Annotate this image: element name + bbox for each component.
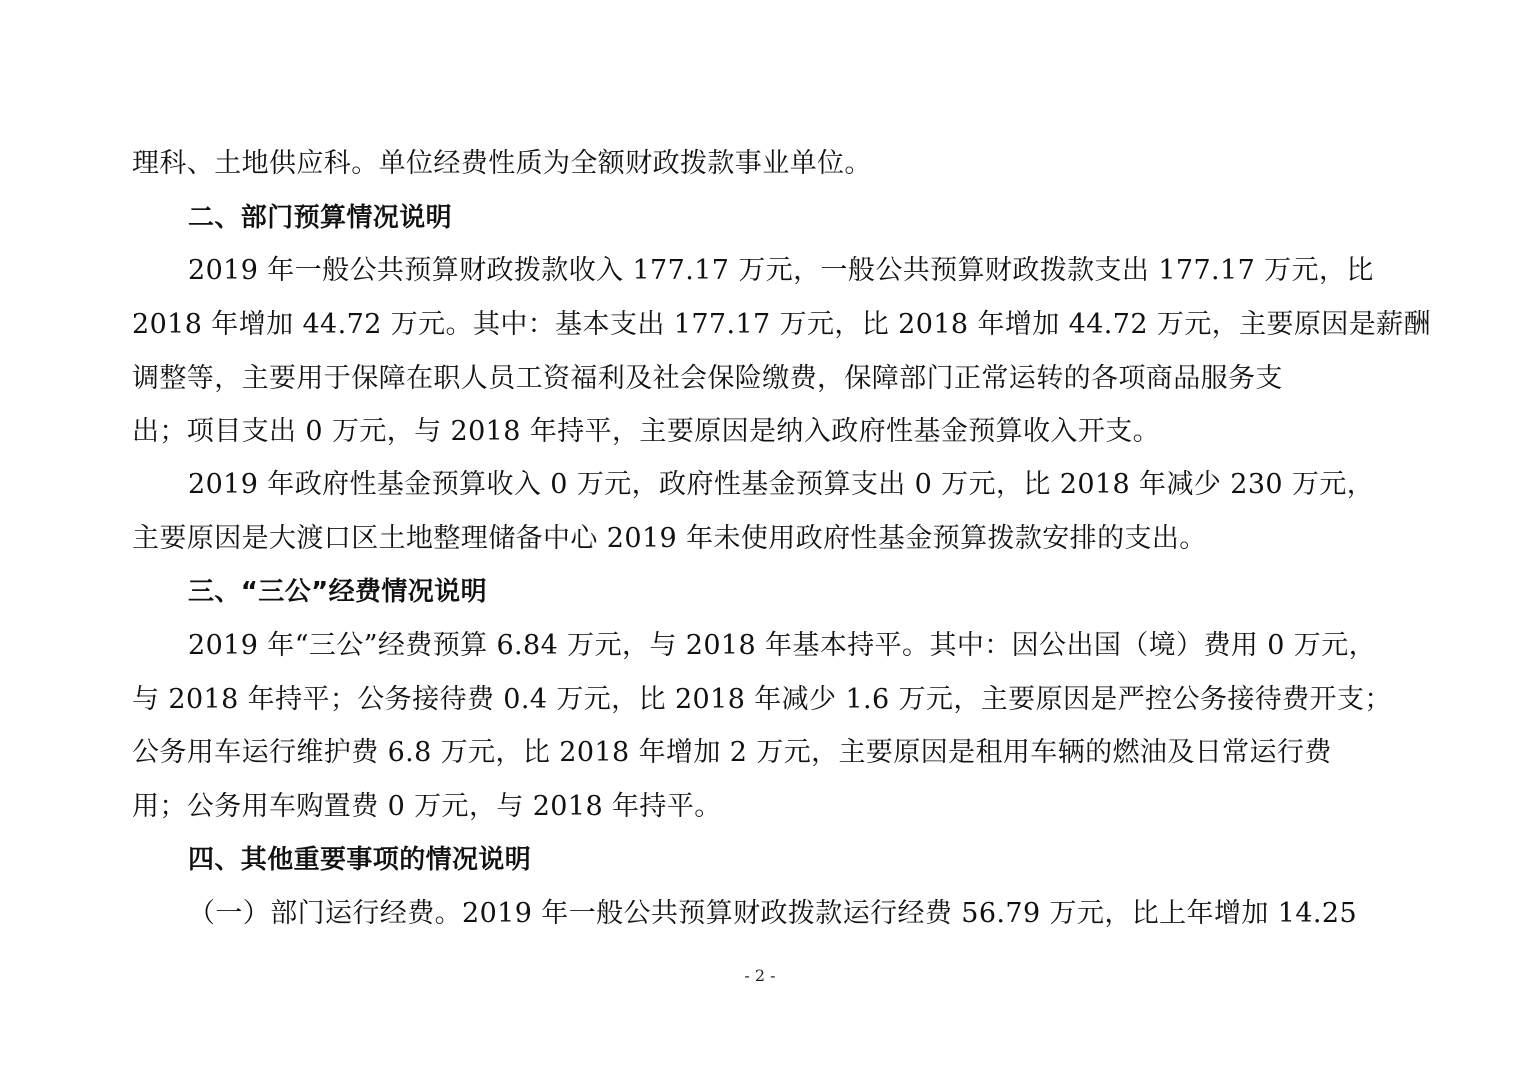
paragraph-line: 公务用车运行维护费 6.8 万元，比 2018 年增加 2 万元，主要原因是租用车辆的燃油及日常运行费 [132, 737, 1332, 768]
paragraph-line: 2019 年一般公共预算财政拨款收入 177.17 万元，一般公共预算财政拨款支出 177.17 万元，比 [188, 255, 1374, 286]
section-heading-3: 三、“三公”经费情况说明 [188, 577, 487, 607]
paragraph-line: （一）部门运行经费。2019 年一般公共预算财政拨款运行经费 56.79 万元，比上年增加 14.25 [188, 898, 1358, 929]
paragraph-line: 与 2018 年持平；公务接待费 0.4 万元，比 2018 年减少 1.6 万元，主要原因是严控公务接待费开支； [132, 684, 1392, 715]
section-heading-2: 二、部门预算情况说明 [188, 203, 453, 233]
paragraph-line: 2019 年政府性基金预算收入 0 万元，政府性基金预算支出 0 万元，比 2018 年减少 230 万元， [188, 469, 1375, 500]
paragraph-line: 调整等，主要用于保障在职人员工资福利及社会保险缴费，保障部门正常运转的各项商品服务支 [132, 363, 1283, 394]
paragraph-line: 用；公务用车购置费 0 万元，与 2018 年持平。 [132, 791, 722, 822]
paragraph-line: 主要原因是大渡口区土地整理储备中心 2019 年未使用政府性基金预算拨款安排的支出。 [132, 523, 1207, 554]
paragraph-line: 2019 年“三公”经费预算 6.84 万元，与 2018 年基本持平。其中：因公出国（境）费用 0 万元， [188, 630, 1377, 661]
paragraph-line: 出；项目支出 0 万元，与 2018 年持平，主要原因是纳入政府性基金预算收入开支。 [132, 416, 1161, 447]
page-number: - 2 - [744, 966, 776, 985]
paragraph-line: 2018 年增加 44.72 万元。其中：基本支出 177.17 万元，比 2018 年增加 44.72 万元，主要原因是薪酬 [132, 309, 1431, 340]
paragraph-line: 理科、土地供应科。单位经费性质为全额财政拨款事业单位。 [132, 148, 872, 179]
section-heading-4: 四、其他重要事项的情况说明 [188, 845, 532, 875]
